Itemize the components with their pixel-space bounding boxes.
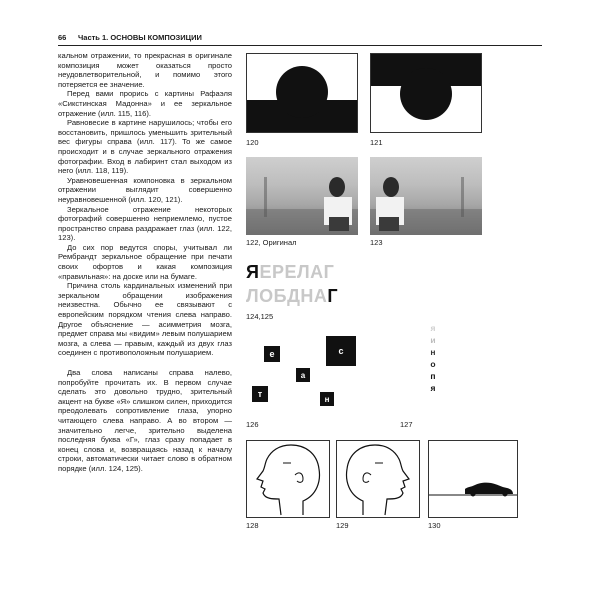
- caption-121: 121: [370, 138, 383, 147]
- paragraph: До сих пор ведутся споры, учитывал ли Рембрандт зеркальное обращение при печати своих офортов и какая композиция «правильная»: на доске или на бумаге.: [58, 242, 232, 281]
- profile-head-illustration: [247, 441, 329, 517]
- paragraph: Причина столь кардинальных изменений при зеркальном обращении изображения неизвестна. Обычно ее связывают с европейским порядком чтения слева направо. Другое объяснение — асимметрия мозга, предмет справа мы «видим» левым полушарием мозга, а слева — правым, каждый из двух глаз соединен с противоположным полушарием.: [58, 281, 232, 358]
- paragraph: кальном отражении, то прекрасная в оригинале композиция может оказаться просто неудовлетворительной, и помимо этого потеряется ее значение.: [58, 51, 232, 89]
- man-at-wall-photo: [246, 157, 358, 235]
- paragraph: Зеркальное отражение некоторых фотографий совершенно неприемлемо, пустое пространство справа раздражает глаз (илл. 122, 123).: [58, 204, 232, 243]
- reversed-word-2: [246, 286, 338, 306]
- square-t: т: [252, 386, 268, 402]
- caption-130: 130: [428, 521, 441, 530]
- paragraph: Два слова написаны справа налево, попробуйте прочитать их. В первом случае сделать это довольно трудно, зрительный акцент на букве «Я» слишком силен, приходится преодолевать сопротивление глаза, упорно читающего слева направо. А во втором — значительно легче, зрительно выделена последняя буква «Г», глаз сразу попадает в конец слова и, возвращаясь назад к началу строки, автоматически читает слово в обратном порядке (илл. 124, 125).: [58, 368, 232, 473]
- paragraph: Равновесие в картине нарушилось; чтобы его восстановить, пришлось уменьшить зрительный вес фигуры справа (илл. 117). То же самое происходит и в случае зеркального отражения фотографии. Вход в лабиринт стал выходом из него (илл. 118, 119).: [58, 118, 232, 176]
- caption-126: 126: [246, 420, 259, 429]
- vertical-letter: я: [430, 323, 436, 333]
- figure-120: [246, 53, 358, 133]
- faded-letters: ЕРЕЛАГ: [259, 262, 335, 282]
- chapter-title: Часть 1. ОСНОВЫ КОМПОЗИЦИИ: [78, 33, 202, 42]
- figure-128: [246, 440, 330, 518]
- caption-124-125: 124,125: [246, 312, 274, 321]
- paragraph: Перед вами прорись с картины Рафаэля «Сикстинская Мадонна» и ее зеркальное отражение (илл. 115, 116).: [58, 89, 232, 118]
- car-illustration: [429, 441, 517, 517]
- reversed-word-1: [246, 262, 334, 282]
- figure-121: [370, 53, 482, 133]
- page-header: [58, 33, 542, 46]
- page-number: 66: [58, 33, 67, 42]
- vertical-letter: и: [430, 335, 436, 345]
- caption-120: 120: [246, 138, 259, 147]
- balanced-circle-illustration: [247, 54, 357, 132]
- square-s: с: [326, 336, 356, 366]
- vertical-word: [426, 322, 440, 394]
- body-text: [58, 51, 232, 474]
- caption-122: 122, Оригинал: [246, 238, 297, 247]
- mirrored-circle-illustration: [371, 54, 481, 132]
- paragraph: Уравновешенная компоновка в зеркальном отражении выглядит совершенно неуравновешенной (илл. 120, 121).: [58, 175, 232, 204]
- caption-129: 129: [336, 521, 349, 530]
- figure-129: [336, 440, 420, 518]
- caption-128: 128: [246, 521, 259, 530]
- square-a: а: [296, 368, 310, 382]
- figure-123-photo: [370, 157, 482, 235]
- figure-122-photo: [246, 157, 358, 235]
- vertical-letter: н: [430, 347, 436, 357]
- vertical-letter: п: [430, 371, 436, 381]
- square-e: е: [264, 346, 280, 362]
- caption-127: 127: [400, 420, 413, 429]
- figure-130: [428, 440, 518, 518]
- square-n: н: [320, 392, 334, 406]
- vertical-letter: я: [430, 383, 436, 393]
- faded-letters: ЛОБДНА: [246, 286, 328, 306]
- caption-123: 123: [370, 238, 383, 247]
- mirrored-man-at-wall-photo: [370, 157, 482, 235]
- mirrored-profile-head-illustration: [337, 441, 419, 517]
- accent-letter-ya: Я: [246, 262, 260, 282]
- accent-letter-g: Г: [327, 286, 339, 306]
- vertical-letter: о: [430, 359, 436, 369]
